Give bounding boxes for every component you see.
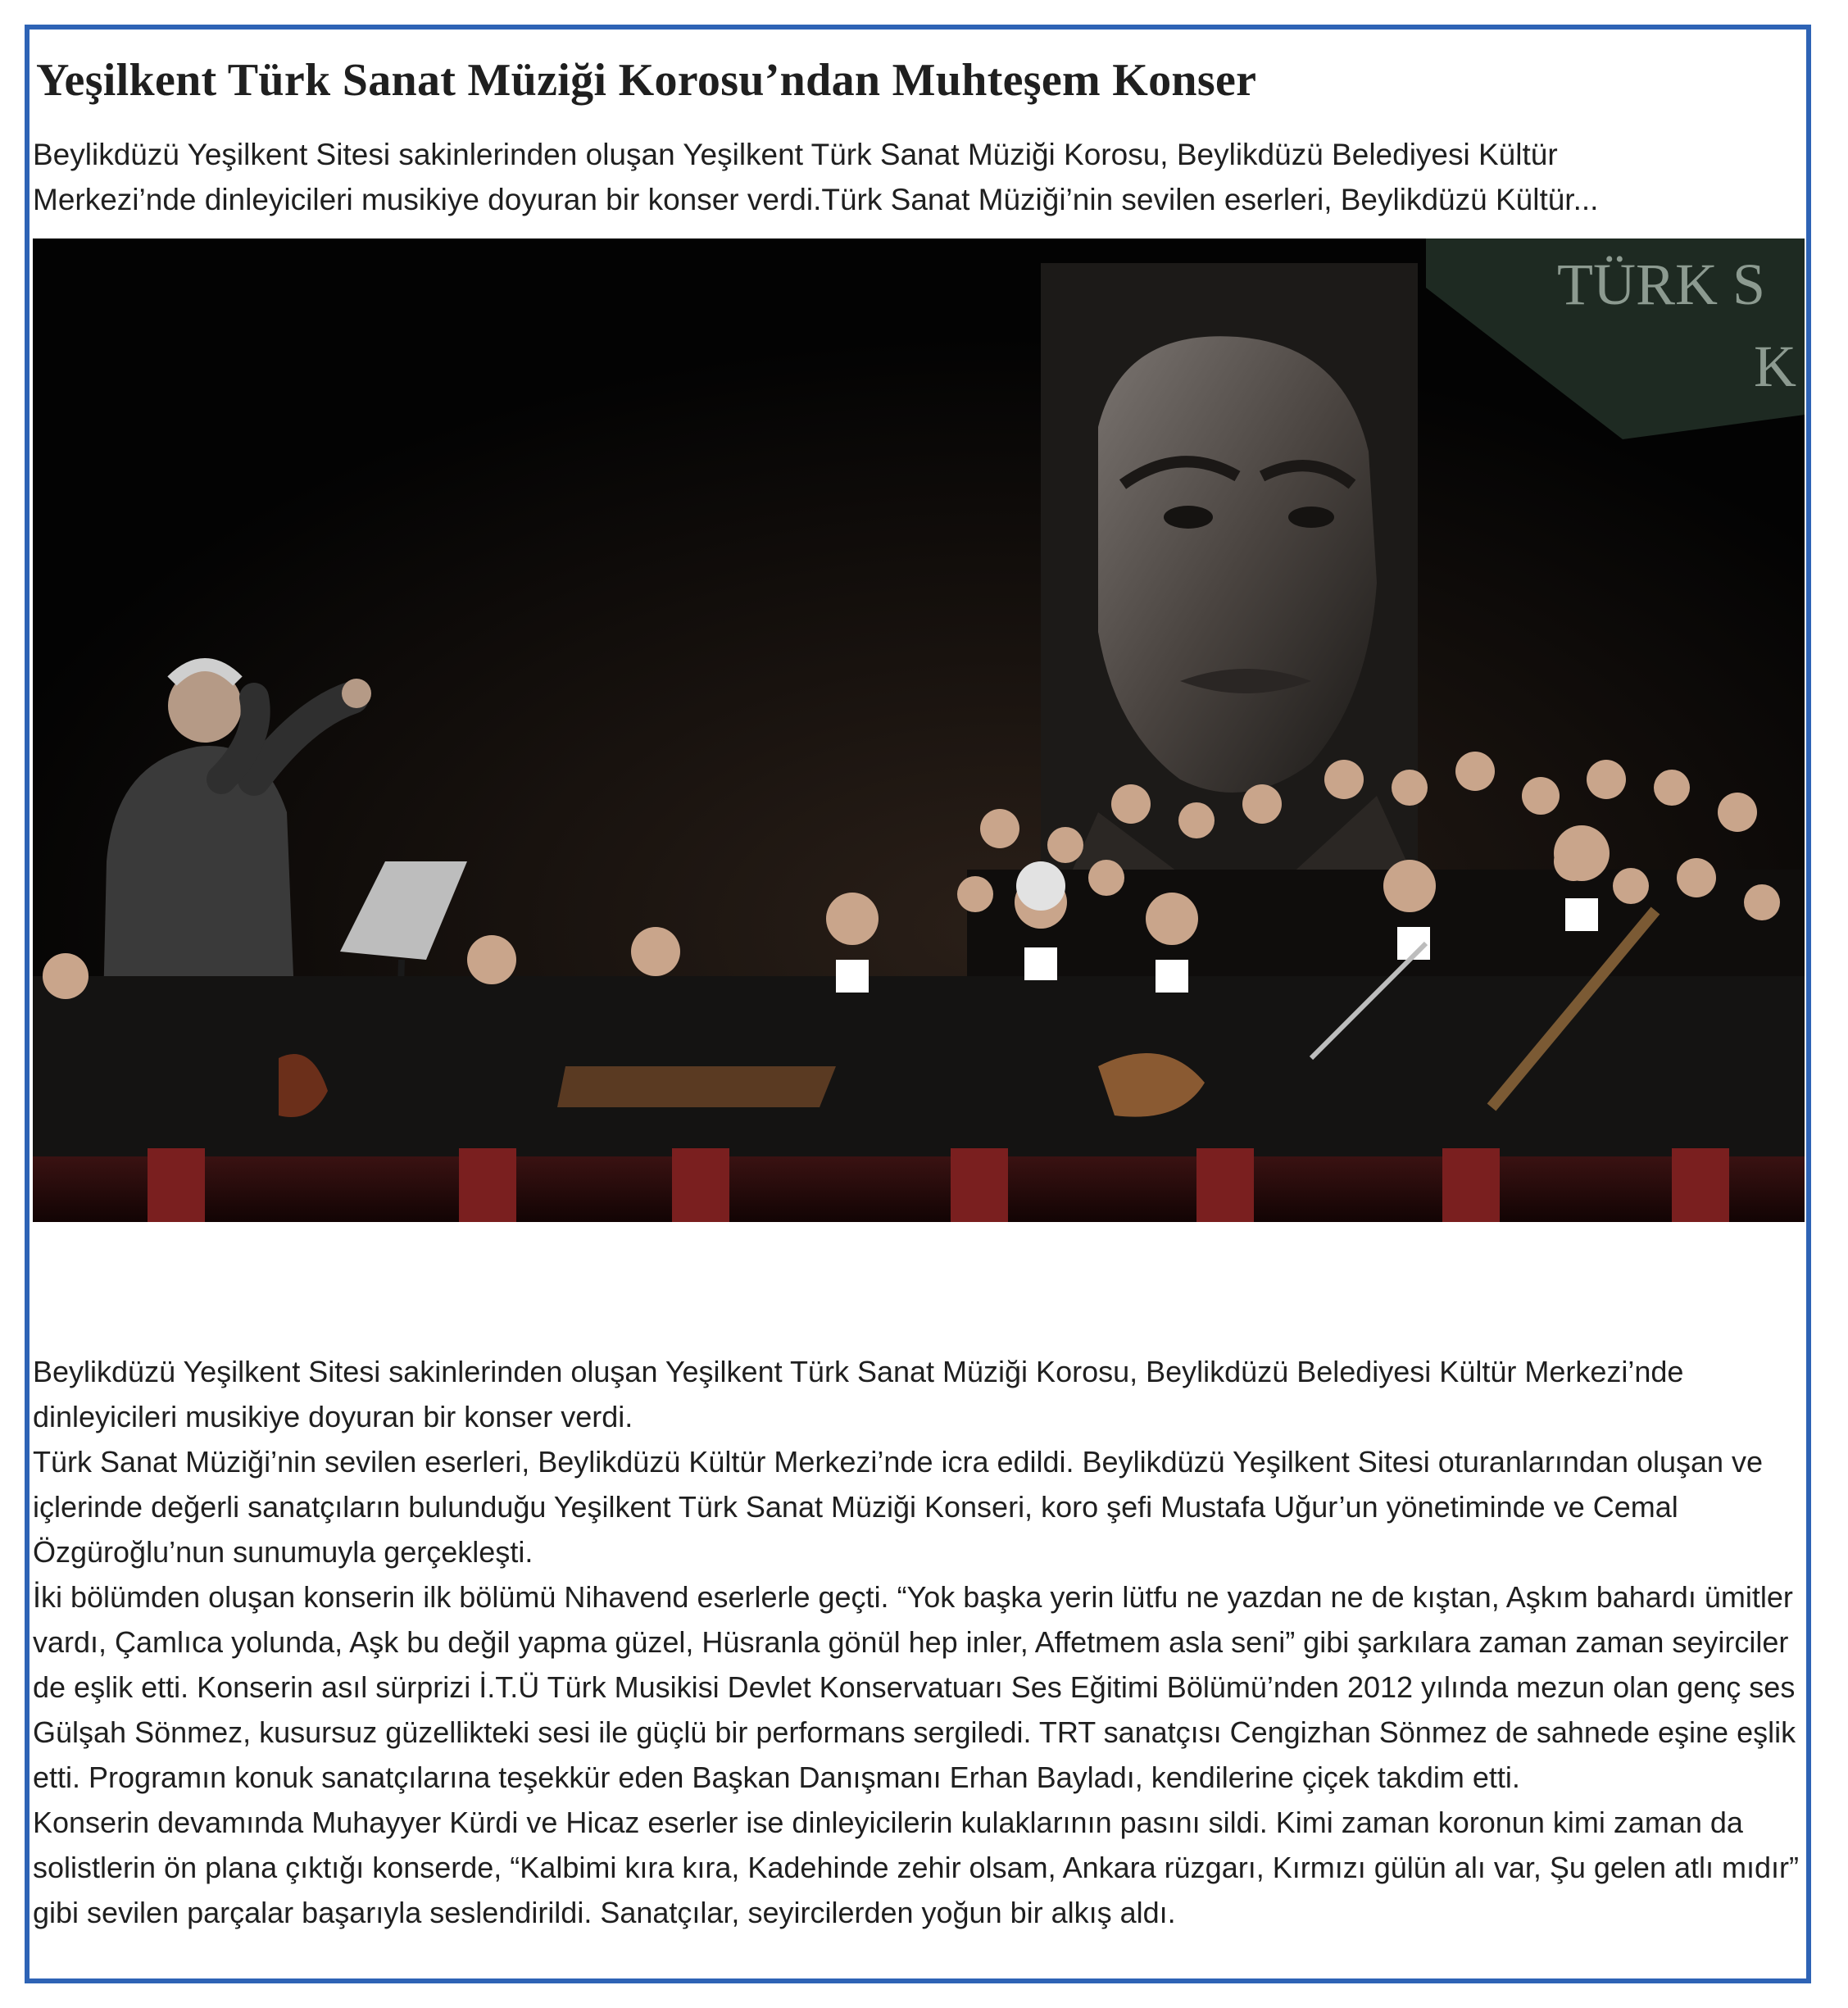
banner-text-line1: TÜRK S (1557, 252, 1766, 317)
article-body (33, 1349, 1808, 1935)
concert-photo (33, 239, 1805, 1222)
article-summary: Beylikdüzü Yeşilkent Sitesi sakinlerinden oluşan Yeşilkent Türk Sanat Müziği Korosu, Beylikdüzü Belediyesi Kültür Merkezi’nde dinleyicileri musikiye doyuran bir konser verdi.Türk Sanat Müziği’nin sevilen eserleri, Beylikdüzü Kültür... (33, 138, 1599, 216)
portrait-banner (1041, 263, 1418, 886)
body-paragraph-4: Konserin devamında Muhayyer Kürdi ve Hicaz eserler ise dinleyicilerin kulaklarının pasını sildi. Kimi zaman koronun kimi zaman da solistlerin ön plana çıktığı konserde, “Kalbimi kıra kıra, Kadehinde zehir olsam, Ankara rüzgarı, Kırmızı gülün alı var, Şu gelen atlı mıdır” gibi sevilen parçalar başarıyla seslendirildi. Sanatçılar, seyircilerden yoğun bir alkış aldı. (33, 1806, 1799, 1929)
body-paragraph-3: İki bölümden oluşan konserin ilk bölümü Nihavend eserlerle geçti. “Yok başka yerin lütfu ne yazdan ne de kıştan, Aşkım bahardı ümitler vardı, Çamlıca yolunda, Aşk bu değil yapma güzel, Hüsranla gönül hep inler, Affetmem asla seni” gibi şarkılara zaman zaman seyirciler de eşlik etti. Konserin asıl sürprizi İ.T.Ü Türk Musikisi Devlet Konservatuarı Ses Eğitimi Bölümü’nden 2012 yılında mezun olan genç ses Gülşah Sönmez, kusursuz güzellikteki sesi ile güçlü bir performans sergiledi. TRT sanatçısı Cengizhan Sönmez de sahnede eşine eşlik etti. Programın konuk sanatçılarına teşekkür eden Başkan Danışmanı Erhan Bayladı, kendilerine çiçek takdim etti. (33, 1580, 1796, 1794)
article-frame (25, 25, 1811, 1983)
article-title: Yeşilkent Türk Sanat Müziği Korosu’ndan Muhteşem Konser (36, 55, 1257, 106)
body-paragraph-1: Beylikdüzü Yeşilkent Sitesi sakinlerinden oluşan Yeşilkent Türk Sanat Müziği Korosu, Beylikdüzü Belediyesi Kültür Merkezi’nde dinleyicileri musikiye doyuran bir konser verdi. (33, 1355, 1684, 1433)
banner-text-line2: K (1754, 334, 1796, 399)
body-paragraph-2: Türk Sanat Müziği’nin sevilen eserleri, Beylikdüzü Kültür Merkezi’nde icra edildi. Beylikdüzü Yeşilkent Sitesi oturanlarından oluşan ve içlerinde değerli sanatçıların bulunduğu Yeşilkent Türk Sanat Müziği Konseri, koro şefi Mustafa Uğur’un yönetiminde ve Cemal Özgüroğlu’nun sunumuyla gerçekleşti. (33, 1445, 1764, 1569)
stage-floor (33, 1156, 1805, 1222)
